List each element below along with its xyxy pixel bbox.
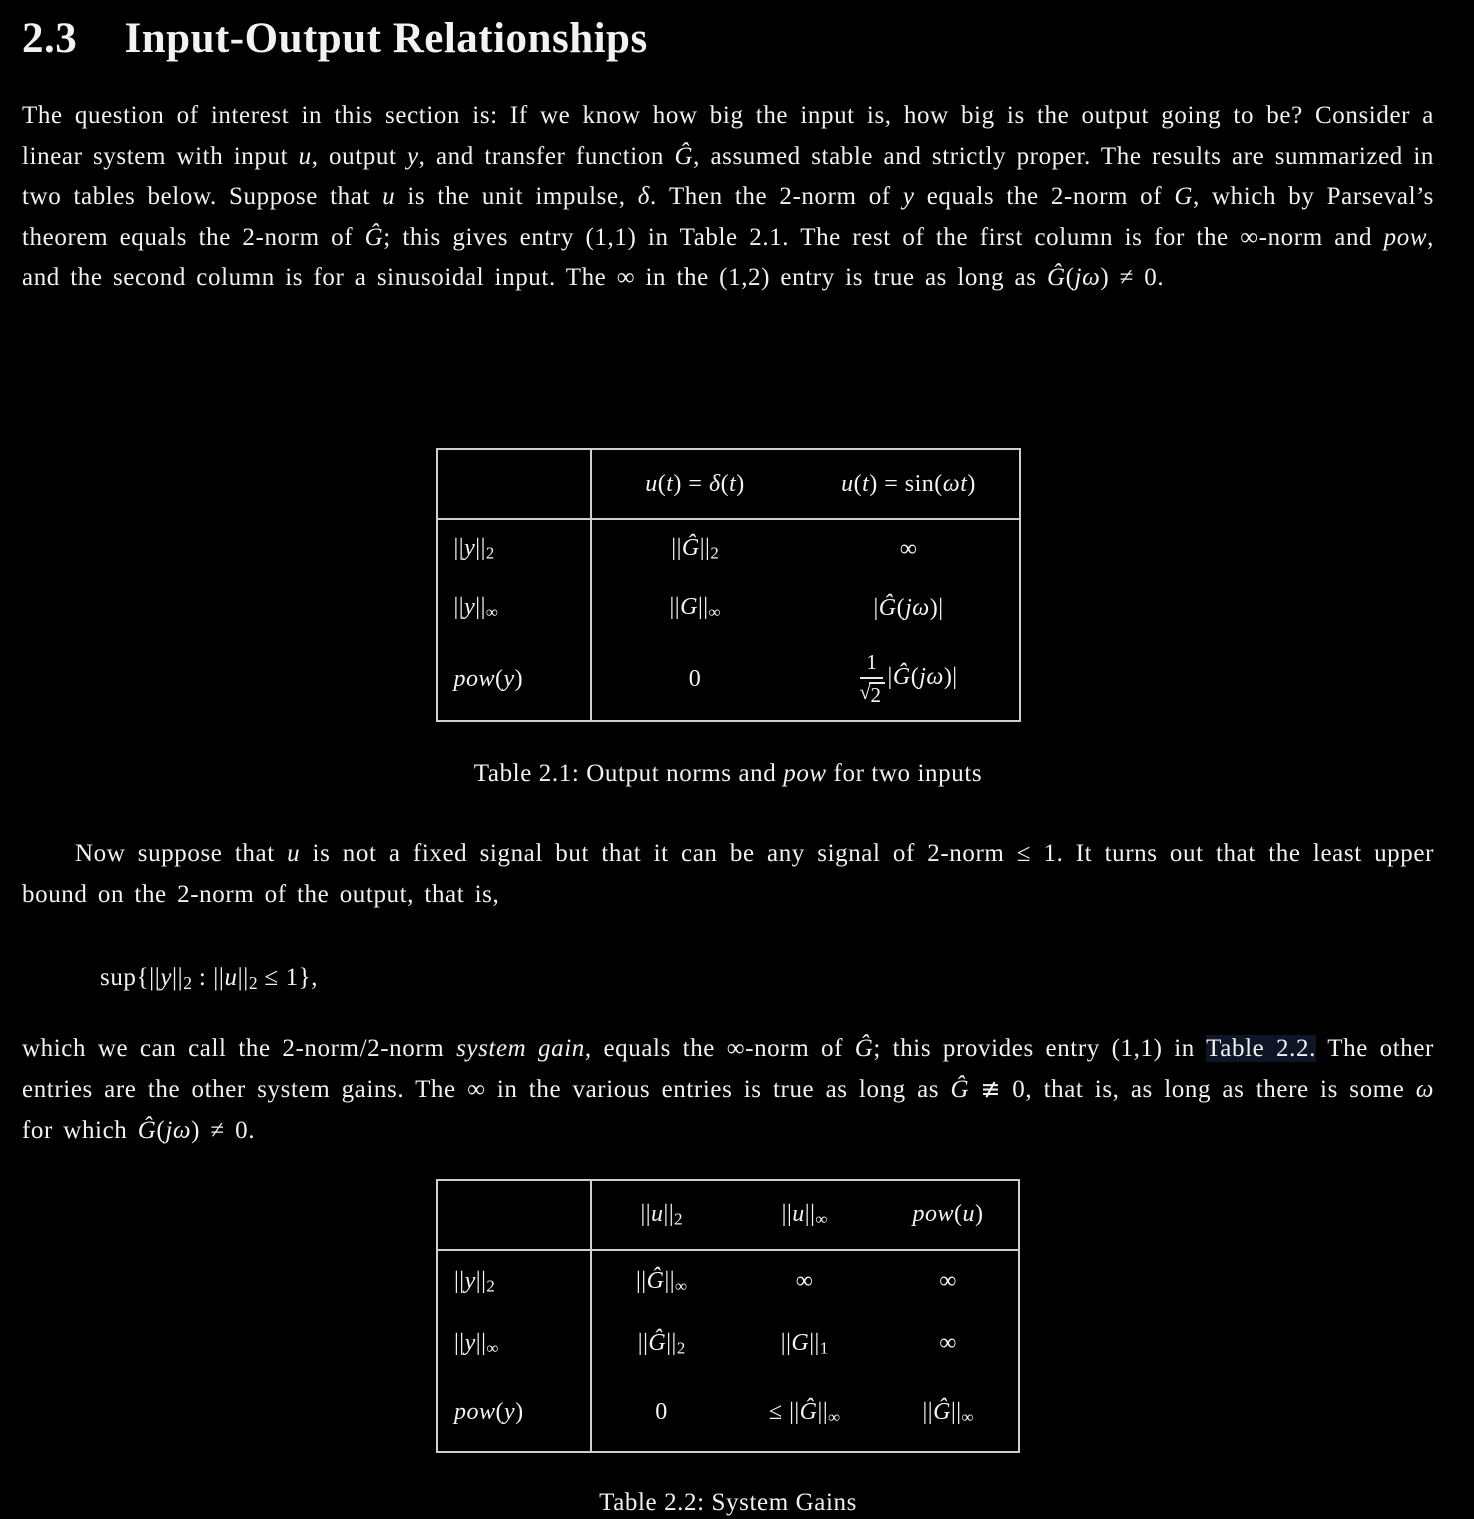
- table-cell: [591, 519, 799, 578]
- text-segment: G: [680, 593, 698, 620]
- text-segment: : ||: [192, 964, 225, 991]
- table-2-1-header-row: [437, 449, 1020, 519]
- table-2-2-link[interactable]: Table 2.2.: [1206, 1034, 1316, 1062]
- text-segment: u: [651, 1200, 664, 1227]
- text-segment: (: [1065, 264, 1075, 291]
- text-segment: y: [464, 534, 476, 561]
- text-segment: The question of interest in this section is: If we know how big the input is, how big is the output going to be? Consider a linear system with input: [22, 102, 1434, 170]
- table-2-1: [436, 448, 1021, 722]
- table-2-1-row-label-y2: [437, 519, 591, 578]
- table-cell: [731, 1375, 878, 1452]
- text-segment: (: [657, 470, 667, 497]
- text-segment: (: [495, 1399, 505, 1426]
- text-segment: Now suppose that: [75, 840, 288, 867]
- text-segment: 2: [486, 1276, 495, 1296]
- text-segment: 2: [710, 543, 719, 563]
- section-heading: [22, 14, 1434, 64]
- table-cell: [878, 1250, 1019, 1313]
- text-segment: ||: [671, 534, 682, 561]
- text-segment: 0: [688, 665, 702, 692]
- text-segment: 2: [485, 543, 495, 563]
- text-segment: for which: [22, 1116, 138, 1144]
- text-segment: system gain: [456, 1034, 585, 1062]
- text-segment: ≤ 1},: [257, 964, 319, 991]
- table-2-1-corner-cell: [437, 449, 591, 519]
- table-2-2-header-powu: [878, 1180, 1019, 1250]
- text-segment: |: [873, 594, 879, 621]
- text-segment: ||: [780, 1329, 792, 1356]
- text-segment: u: [962, 1201, 975, 1228]
- display-equation: [100, 954, 1434, 1007]
- table-2-2-row-label-yinf: [437, 1313, 591, 1375]
- text-segment: pow: [912, 1201, 954, 1228]
- text-segment: ||: [454, 1267, 465, 1294]
- text-segment: y: [503, 665, 515, 692]
- text-segment: t: [666, 470, 674, 497]
- paragraph-system-gain: [22, 1029, 1434, 1151]
- text-segment: Ĝ: [681, 534, 700, 561]
- text-segment: ) ≠ 0.: [191, 1116, 256, 1144]
- text-segment: y: [464, 1329, 476, 1356]
- text-segment: ||: [172, 964, 184, 991]
- table-row: [437, 638, 1020, 721]
- text-segment: ) ≠ 0.: [1100, 264, 1165, 291]
- text-segment: ||: [453, 534, 465, 561]
- table-row: [437, 1375, 1019, 1452]
- text-segment: (: [495, 665, 504, 692]
- table-2-2-corner-cell: [437, 1180, 591, 1250]
- text-segment: The other entries are the other system gains. The ∞ in the various entries is true as long as: [22, 1034, 1434, 1104]
- text-segment: ||: [637, 1329, 649, 1356]
- text-segment: Ĝ: [933, 1398, 951, 1425]
- text-segment: 2: [248, 972, 258, 993]
- table-cell: [799, 519, 1020, 578]
- table-row: [437, 1250, 1019, 1313]
- table-2-1-caption: [22, 758, 1434, 790]
- text-segment: Table 2.2: System Gains: [599, 1488, 857, 1516]
- radical: √ 2: [859, 682, 884, 706]
- table-cell: [731, 1250, 878, 1313]
- text-segment: ||: [453, 593, 465, 620]
- text-segment: sup{||: [100, 964, 161, 991]
- text-segment: 2: [183, 972, 193, 993]
- table-2-2-row-label-pow: [437, 1375, 591, 1452]
- text-segment: , assumed stable and strictly proper. The results are summarized in two tables below. Suppose that: [22, 142, 1434, 210]
- text-segment: y: [504, 1399, 516, 1426]
- text-segment: , and the second column is for a sinusoidal input. The ∞ in the (1,2) entry is true as long as: [22, 223, 1434, 291]
- text-segment: ≢: [980, 1075, 1001, 1104]
- text-segment: G: [791, 1329, 810, 1356]
- text-segment: t: [862, 470, 870, 497]
- text-segment: Ĝ: [950, 1076, 970, 1104]
- text-segment: (: [156, 1116, 166, 1144]
- table-cell: [591, 1250, 731, 1313]
- text-segment: 0, that is, as long as there is some: [1000, 1076, 1416, 1104]
- text-segment: u: [224, 964, 238, 991]
- text-segment: ||: [699, 534, 711, 561]
- text-segment: ||: [697, 593, 709, 620]
- text-segment: jω: [905, 594, 930, 621]
- text-segment: )|: [929, 594, 944, 621]
- text-segment: ): [515, 1399, 524, 1426]
- text-segment: (: [720, 470, 730, 497]
- text-segment: Ĝ: [364, 223, 384, 251]
- text-segment: |: [887, 664, 893, 691]
- text-segment: δ: [637, 183, 650, 210]
- text-segment: G: [1174, 183, 1194, 210]
- text-segment: Ĝ: [674, 142, 694, 170]
- text-segment: ; this gives entry (1,1) in Table 2.1. The rest of the first column is for the ∞-norm and: [383, 223, 1384, 251]
- text-segment: , and transfer function: [418, 142, 675, 170]
- text-segment: pow: [1383, 223, 1428, 251]
- section-title: Input-Output Relationships: [124, 15, 648, 62]
- text-segment: jω: [919, 664, 944, 691]
- text-segment: ≤ ||: [768, 1398, 800, 1425]
- text-segment: ||: [817, 1398, 829, 1425]
- text-segment: which we can call the 2-norm/2-norm: [22, 1034, 457, 1062]
- text-segment: ||: [781, 1200, 793, 1227]
- text-segment: 2: [676, 1338, 686, 1358]
- text-segment: pow: [783, 760, 827, 787]
- table-2-1-row-label-pow: [437, 638, 591, 721]
- table-cell: [878, 1313, 1019, 1375]
- text-segment: (: [910, 664, 920, 691]
- text-segment: ; this provides entry (1,1) in: [873, 1034, 1207, 1062]
- table-2-1-row-label-yinf: [437, 578, 591, 638]
- text-segment: ∞: [795, 1268, 814, 1295]
- paragraph-suppose: [22, 834, 1434, 916]
- text-segment: Table 2.1: Output norms and: [473, 760, 784, 787]
- table-cell: [799, 578, 1020, 638]
- text-segment: ||: [666, 1329, 677, 1356]
- table-2-2-header-uinf: [731, 1180, 878, 1250]
- fraction: [859, 652, 884, 705]
- text-segment: is not a fixed signal but that it can be any signal of 2-norm ≤ 1. It turns out that the least upper bound on the 2-norm of the output, that is,: [22, 840, 1435, 908]
- text-segment: y: [464, 1267, 476, 1294]
- table-row: [437, 578, 1020, 638]
- text-segment: ||: [669, 593, 681, 620]
- text-segment: ||: [635, 1267, 647, 1294]
- text-segment: y: [160, 964, 173, 991]
- text-segment: δ: [708, 470, 721, 497]
- text-segment: Ĝ: [878, 594, 897, 621]
- text-segment: ||: [950, 1398, 962, 1425]
- text-segment: 2: [674, 1209, 683, 1229]
- text-segment: ||: [237, 964, 249, 991]
- text-segment: Ĝ: [1046, 264, 1066, 291]
- text-segment: u: [841, 470, 854, 497]
- text-segment: Ĝ: [799, 1398, 818, 1425]
- text-segment: ||: [640, 1200, 652, 1227]
- table-cell: [591, 638, 799, 721]
- text-segment: ∞: [815, 1209, 828, 1229]
- text-segment: (: [954, 1201, 963, 1228]
- table-cell: [731, 1313, 878, 1375]
- text-segment: pow: [454, 1399, 496, 1426]
- text-segment: ) = sin(: [869, 470, 943, 497]
- text-segment: is the unit impulse,: [395, 183, 638, 210]
- text-segment: Ĝ: [137, 1116, 157, 1144]
- text-segment: (: [853, 470, 863, 497]
- text-segment: y: [406, 142, 419, 170]
- text-segment: 1: [866, 650, 878, 675]
- text-segment: u: [382, 183, 396, 210]
- text-segment: u: [792, 1200, 805, 1227]
- table-2-1-header-impulse: [591, 449, 799, 519]
- text-segment: ∞: [828, 1407, 841, 1427]
- text-segment: ∞: [939, 1330, 957, 1357]
- text-segment: equals the 2-norm of: [914, 183, 1175, 210]
- text-segment: ∞: [675, 1276, 688, 1296]
- text-segment: ||: [922, 1398, 934, 1425]
- text-segment: ): [736, 470, 745, 497]
- text-segment: ) =: [673, 470, 709, 497]
- text-segment: Ĝ: [854, 1034, 874, 1062]
- text-segment: ∞: [485, 602, 498, 622]
- table-row: [437, 1313, 1019, 1375]
- table-cell: [591, 1313, 731, 1375]
- text-segment: pow: [453, 665, 496, 692]
- text-segment: ||: [454, 1329, 465, 1356]
- text-segment: ): [975, 1201, 984, 1228]
- table-2-2-row-label-y2: [437, 1250, 591, 1313]
- text-segment: Ĝ: [646, 1267, 665, 1294]
- table-2-2: [436, 1179, 1020, 1453]
- text-segment: , equals the ∞-norm of: [584, 1034, 855, 1062]
- text-segment: for two inputs: [826, 760, 983, 787]
- table-2-2-header-u2: [591, 1180, 731, 1250]
- table-cell: [799, 638, 1020, 721]
- text-segment: ∞: [708, 602, 721, 622]
- text-segment: , which by Parseval’s theorem equals the 2-norm of: [22, 183, 1434, 251]
- text-segment: ||: [475, 534, 486, 561]
- text-segment: 1: [819, 1338, 829, 1358]
- table-2-2-caption: [22, 1487, 1434, 1519]
- text-segment: [969, 1076, 980, 1103]
- text-segment: ): [967, 470, 976, 497]
- text-segment: ): [514, 665, 524, 692]
- text-segment: t: [729, 470, 737, 497]
- text-segment: ωt: [942, 470, 968, 497]
- text-segment: ||: [475, 1329, 487, 1356]
- text-segment: y: [902, 183, 915, 210]
- section-number: 2.3: [22, 15, 78, 62]
- table-2-2-container: [22, 1179, 1434, 1453]
- text-segment: ||: [663, 1200, 675, 1227]
- text-segment: . Then the 2-norm of: [649, 183, 903, 210]
- text-segment: ∞: [899, 535, 918, 562]
- text-segment: ||: [664, 1267, 676, 1294]
- text-segment: ω: [1415, 1076, 1435, 1104]
- text-segment: ∞: [486, 1338, 499, 1358]
- text-segment: Ĝ: [648, 1329, 667, 1356]
- text-segment: ||: [809, 1329, 820, 1356]
- text-segment: ||: [475, 593, 486, 620]
- table-2-2-header-row: [437, 1180, 1019, 1250]
- text-segment: ||: [475, 1267, 487, 1294]
- text-segment: jω: [165, 1116, 192, 1144]
- text-segment: ∞: [939, 1268, 957, 1295]
- text-segment: u: [287, 840, 301, 867]
- text-segment: jω: [1074, 264, 1101, 291]
- text-segment: Ĝ: [892, 664, 911, 691]
- text-segment: 0: [655, 1399, 668, 1426]
- table-row: [437, 519, 1020, 578]
- text-segment: u: [298, 142, 312, 170]
- text-segment: ∞: [961, 1407, 974, 1427]
- table-cell: [878, 1375, 1019, 1452]
- text-segment: (: [896, 594, 906, 621]
- text-segment: , output: [311, 142, 407, 170]
- paragraph-intro: [22, 96, 1434, 380]
- text-segment: y: [464, 593, 476, 620]
- text-segment: ||: [804, 1200, 816, 1227]
- table-cell: [591, 578, 799, 638]
- text-segment: u: [645, 470, 658, 497]
- table-2-1-header-sine: [799, 449, 1020, 519]
- table-2-1-container: [22, 448, 1434, 722]
- text-segment: )|: [943, 664, 958, 691]
- table-cell: [591, 1375, 731, 1452]
